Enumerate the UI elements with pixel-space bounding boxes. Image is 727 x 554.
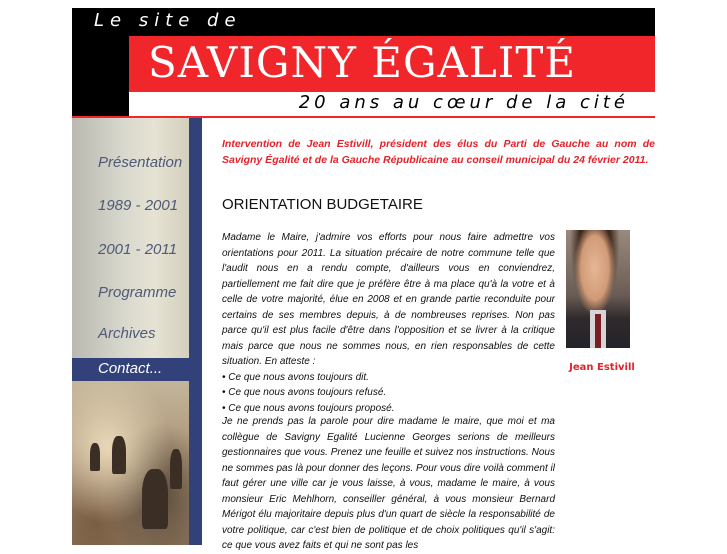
portrait-photo [566,230,630,348]
photo-caption: Jean Estivill [569,362,635,373]
contact-label: Contact... [98,360,163,377]
site-tagline: 20 ans au cœur de la cité [298,92,629,113]
bullet-item: • Ce que nous avons toujours proposé. [222,402,395,414]
article-paragraph-2: Je ne prends pas la parole pour dire madame le maire, que moi et ma collègue de Savigny Egalité Lucienne Georges serions de meilleurs gestionnaires que vous. Prenez une feuille et suivez nos instructions. Nous ne sommes pas là pour donner des leçons. Pour vous dire voilà comment il faut gérer une ville car je vous laisse, à vous, madame le maire, à vous monsieur Eric Mehlhorn, conseiller général, à vous monsieur Bernard Mérigot élu majoritaire depuis plus d'un quart de siècle la responsabilité de votre politique, car c'est bien de politique et de choix politiques qu'il s'agit: ce que vous avez faits et qui ne sont pas les [222,416,555,551]
nav-item-archives[interactable]: Archives [98,325,156,342]
nav-item-contact[interactable] [72,358,189,381]
nav-item-2001-2011[interactable]: 2001 - 2011 [98,241,177,258]
bullet-item: • Ce que nous avons toujours dit. [222,371,369,383]
header-prefix: Le site de [94,10,242,31]
nav-item-1989-2001[interactable]: 1989 - 2001 [98,197,179,214]
article-heading: ORIENTATION BUDGETAIRE [222,196,423,213]
article-paragraph-1 [222,230,555,416]
sidebar-accent-bar [189,118,202,545]
nav-item-programme[interactable]: Programme [98,284,177,301]
sidebar-nav [72,118,189,358]
nav-item-presentation[interactable]: Présentation [98,154,183,171]
page-frame [72,8,655,551]
photo-figure [170,449,182,489]
photo-figure [142,469,168,529]
site-title[interactable]: SAVIGNY ÉGALITÉ [148,38,577,87]
sidebar-photo [72,381,189,545]
portrait-tie [595,314,601,348]
article-intro: Intervention de Jean Estivill, président des élus du Parti de Gauche au nom de Savigny Égalité et de la Gauche Républicaine au conseil municipal du 24 février 2011. [222,138,655,166]
bullet-item: • Ce que nous avons toujours refusé. [222,387,387,398]
photo-figure [90,443,100,471]
paragraph-text: Madame le Maire, j'admire vos efforts pour nous faire admettre vos orientations pour 2011. La situation précaire de notre commune telle que l'audit nous en a rendu compte, d'ailleurs vous en conviendrez, partiellement me fait dire que je préfère être à ma place qu'à la votre et à celle de votre majorité, élue en 2008 et en grande partie reconduite pour certains de ses membres depuis, à de nombreuses reprises. Non pas parce qu'il est plus facile d'être dans l'opposition et se livrer à la critique mais parce que nous ne sommes nous, en rien responsables de cette situation. En atteste : [222,232,555,367]
photo-figure [112,436,126,474]
